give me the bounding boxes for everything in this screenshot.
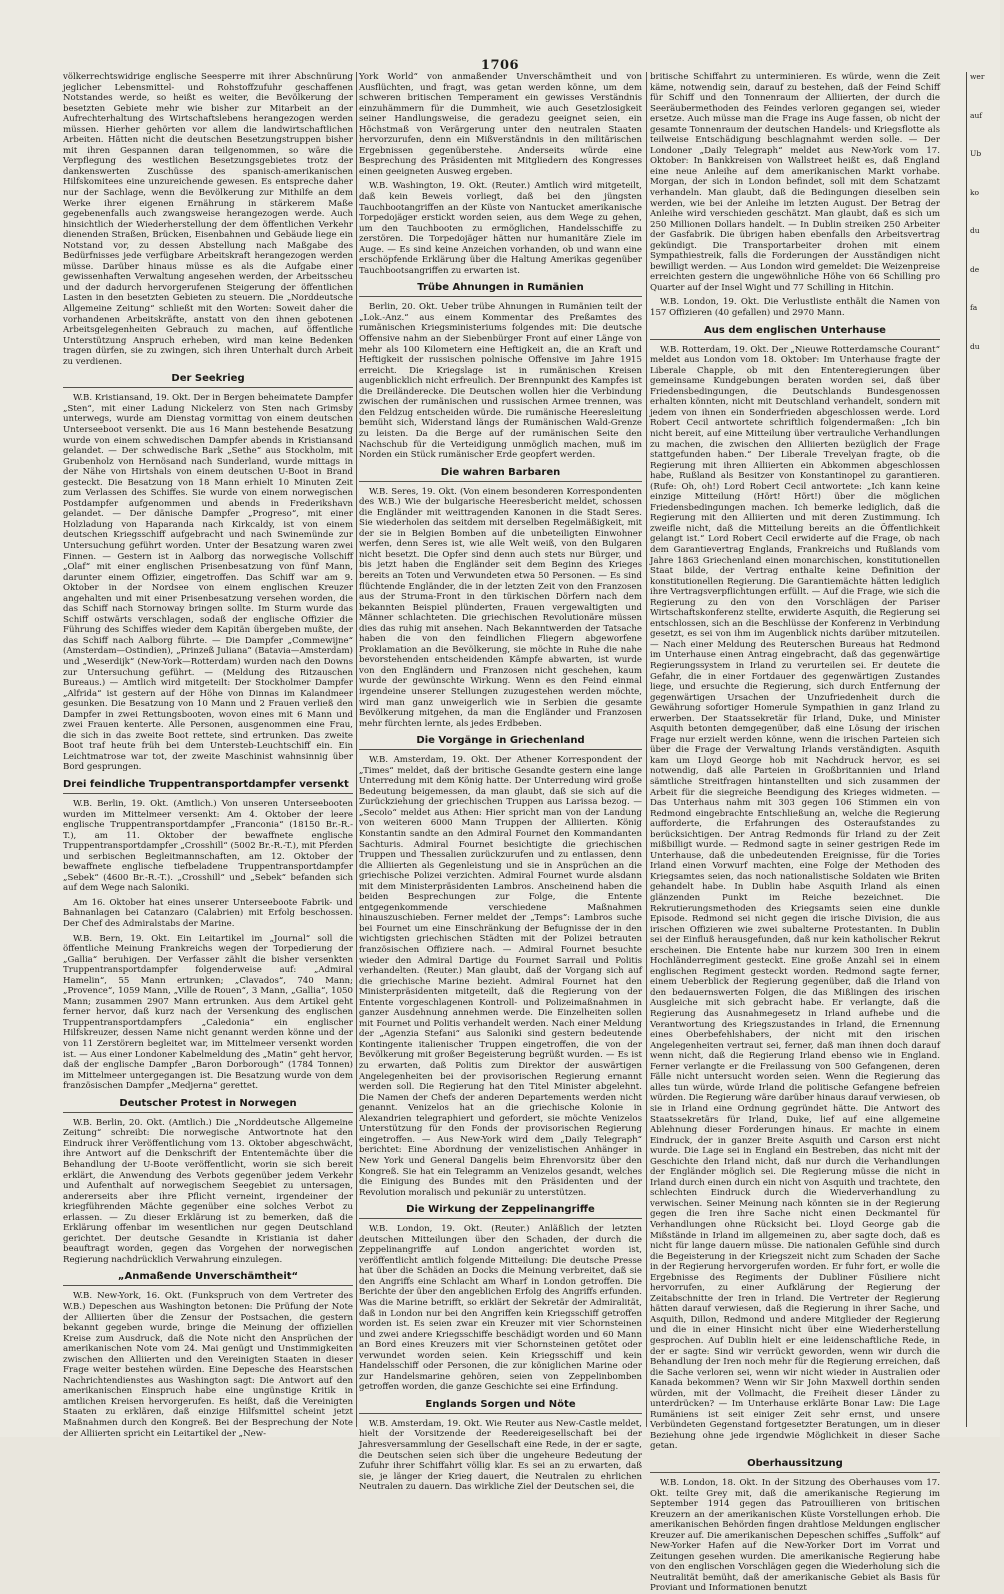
column-rule-2 [646, 72, 647, 1427]
edge-text: wer [970, 72, 985, 81]
article-text: W.B. Berlin, 19. Okt. (Amtlich.) Von unseren Unterseebooten wurden im Mittelmeer versenkt: Am 4. Oktober der leere englische Truppentransportdampfer „Franconia“ (18150 Br.-R.-T.), am 11. Oktober der bewaffnete englische Truppentransportdampfer „Crosshill“ (5002 Br.-R.-T.), mit Pferden und serbischen Begleitmannschaften, am 12. Oktober der bewaffnete englische tiefbeladene Truppentransportdampfer „Sebek“ (4600 Br.-R.-T.). „Crosshill“ und „Sebek“ befanden sich auf dem Wege nach Saloniki. [63, 799, 353, 894]
article-text: W.B. Rotterdam, 19. Okt. Der „Nieuwe Rotterdamsche Courant“ meldet aus London vom 18. Oktober: Im Unterhause fragte der Liberale Chapple, ob mit den Ententeregierungen über gemeinsame Kundgebungen beraten worden sei, daß über Friedensbedingungen, die Deutschlands Bundesgenossen erhalten könnten, nicht mit Deutschland verhandelt, sondern mit jedem von ihnen ein Sonderfrieden abgeschlossen werde. Lord Robert Cecil antwortete schriftlich folgendermaßen: „Ich bin nicht bereit, auf eine Mitteilung über vertrauliche Verhandlungen zu machen, die zwischen den Alliierten bezüglich der Frage stattgefunden haben.“ Der Liberale Trevelyan fragte, ob die Regierung mit ihren Alliierten ein Abkommen abgeschlossen habe, Rußland als Besitzer von Konstantinopel zu garantieren. (Rufe: Oh, oh!) Lord Robert Cecil antwortete: „Ich kann keine einzige Mitteilung (Hört! Hört!) über die möglichen Friedensbedingungen machen. Ich bemerke lediglich, daß die Regierung mit den Alliierten und mit deren Zustimmung. Ich zweifle nicht, daß die Mitteilung bereits an die Öffentlichkeit gelangt ist.“ Lord Robert Cecil erwiderte auf die Frage, ob nach dem Garantievertrag Englands, Frankreichs und Rußlands vom Jahre 1863 Griechenland einen monarchischen, konstitutionellen Staat bilde, der Vertrag enthalte keine Definition der konstitutionellen Regierung. Die Garantiemächte hätten lediglich ihre Vertragsverpflichtungen erfüllt. — Auf die Frage, wie sich die Regierung zu den von den Vorschlägen der Pariser Wirtschaftskonferenz stellte, erwiderte Asquith, die Regierung sei entschlossen, sich an die Beschlüsse der Konferenz in Verbindung gesetzt, es sei von ihm im Augenblick nichts darüber mitzuteilen. — Nach einer Meldung des Reuterschen Bureaus hat Redmond im Unterhause einen Antrag eingebracht, daß das gegenwärtige Regierungssystem in Irland zu verurteilen sei. Er deutete die Gefahr, die in einer Fortdauer des gegenwärtigen Zustandes liege, und ersuchte die Regierung, sich durch Entfernung der gegenwärtigen Ursachen der Unzufriedenheit durch die Gewährung sofortiger Homerule Sympathien in ganz Irland zu erwerben. Der Staatssekretär für Irland, Duke, und Minister Asquith betonten demgegenüber, daß eine Lösung der irischen Frage nur erzielt werden könne, wenn die irischen Parteien sich über die Frage der Verwaltung Irlands verständigten. Asquith kam um Lloyd George hob mit Nachdruck hervor, es sei notwendig, daß alle Parteien in Großbritannien und Irland sämtliche Streitfragen hintanstellten und sich zusammen der Arbeit für die siegreiche Beendigung des Krieges widmeten. — Das Unterhaus nahm mit 303 gegen 106 Stimmen ein von Redmond eingebrachte Entschließung an, welche die Regierung aufforderte, die Erfahrungen des Osteraufstandes zu berücksichtigen. Der Antrag Redmonds für Irland zu der Zeit mißbilligt wurde. — Redmond sagte in seiner gestrigen Rede im Unterhause, daß die unbedeutenden Ereignisse, für die Tories Irland einen Vorwurf machten, eine Folge der Methoden des Kriegsamtes seien, das noch nationalistische Soldaten wie Briten gehandelt habe. In Dublin habe Asquith Irland als einen glänzenden Punkt im Reiche bezeichnet. Die Rekrutierungsmethoden des Kriegsamts seien eine dunkle Episode. Redmond sei nicht gegen die irische Division, die aus irischen Offizieren wie zwei subalterne Protestanten. In Dublin sei der Einfluß herausgefunden, daß nur kein katholischer Rekrut erscheinen. Die Entente habe nur kurzem 300 Iren in einem Hochländerregiment gesteckt. Eine große Anzahl sei in einem englischen Regiment gesteckt worden. Redmond sagte ferner, einem Ueberblick der Regierung gegenüber, daß die Irland von den bedauernswerten Folgen, die das Mißlingen des irischen Ausgleiche mit sich gebracht habe. Er verlangte, daß die Regierung das Ausnahmegesetz in Irland aufhebe und die Verantwortung des Kriegszustandes in Irland, die Ernennung eines Oberbefehlshabers, der nicht mit den irischen Angelegenheiten vertraut sei, ferner, daß man ihnen doch darauf wenn nicht, daß die Regierung Irland ebenso wie in England. Ferner verlangte er die Freilassung von 500 Gefangenen, deren Fälle nicht untersucht worden seien. Wenn die Regierung das alles tun würde, würde Irland die politische Gefangene befreien würden. Die Regierung wäre darüber hinaus darauf verwiesen, ob sie in Irland eine Ordnung gegründet hätte. Die Antwort des Staatssekretärs für Irland, Duke, lief auf eine allgemeine Ablehnung dieser Forderungen hinaus. Er machte in einem Eindruck, der in ganzer Breite Asquith und Carson erst nicht wurde. Die Lage sei in England ein Bestreben, das nicht mit der Geschichte den Irland nicht, daß nur durch die Verhandlungen der Engländer möglich sei. Die Regierung müsse die nicht in Irland durch einen durch ein nicht von Asquith und trachtete, den schlechten Eindruck durch die Wiederverhandlung zu verwischen. Seiner Meinung nach könnten sie in der Regierung gegen die Iren ihre Sache nicht einen Deckmantel für Verhandlungen ohne Rücksicht bei. Lloyd George gab die Mißstände in Irland im allgemeinen zu, aber sagte doch, daß es nicht für lange dauern müsse. Die nationalen Gefühle sind durch die Begeisterung in der Kriegszeit nicht zum Schaden der Sache in der Regierung hervorgerufen worden. Er fuhr fort, er wolle die Ergebnisse des Regiments der Dubliner Füsiliere nicht hervorrufen, zu einer Aufklärung der Regierung der Zeitabschnitte der Iren in Irland. Die Vertreter der Regierung hätten darauf verwiesen, daß die Regierung in ihrer Sache, und Asquith, Dillon, Redmond und andere Mitglieder der Regierung und die in einer Hinsicht nicht über eine Wiederherstellung gesprochen. Auf Dublin hielt er eine leidenschaftliche Rede, in der er sagte: Sind wir verrückt geworden, wenn wir durch die Behandlung der Iren noch mehr für die Regierung erreichen, daß die Sache verloren sei, wenn wir nicht wieder in Australien oder Kanada bekommen? Wenn wir Sir John Maxwell dorthin senden würden, mit der Vollmacht, die Freiheit dieser Länder zu unterdrücken? — Im Unterhause erklärte Bonar Law: Die Lage Rumäniens ist seit einiger Zeit sehr ernst, und unsere Verbündeten Gegenstand fortgesetzter Beratungen, um in dieser Beziehung ohne jede irgendwie Möglichkeit in dieser Sache getan. [650, 344, 940, 1452]
headline-unverschaemtheit: „Anmaßende Unverschämtheit“ [63, 1271, 353, 1286]
article-text: W.B. Kristiansand, 19. Okt. Der in Bergen beheimatete Dampfer „Sten“, mit einer Ladung Nickelerz von Sten nach Grimsby unterwegs, wurde am Dienstag vormittag von einem deutschen Unterseeboot versenkt. Die aus 16 Mann bestehende Besatzung wurde von einem schwedischen Dampfer abends in Kristiansand gelandet. — Der schwedische Bark „Sethe“ aus Stockholm, mit Grubenholz von Hernösand nach Sunderland, wurde mittags in der Nähe von Hirtshals von einem deutschen U-Boot in Brand gesteckt. Die Besatzung von 18 Mann erhielt 10 Minuten Zeit zum Verlassen des Schiffes. Sie wurde von einem norwegischen Postdampfer aufgenommen und abends in Frederikshavn gelandet. — Der dänische Dampfer „Progreso“, mit einer Holzladung von Haparanda nach Kirkcaldy, ist von einem deutschen Kriegsschiff aufgebracht und nach Swinemünde zur Untersuchung geführt worden. Unter der Besatzung waren zwei Finnen. — Gestern ist in Aalborg das norwegische Vollschiff „Olaf“ mit einer englischen Prisenbesatzung von fünf Mann, darunter einem Offizier, eingetroffen. Das Schiff war am 9. Oktober in der Nordsee von einem englischen Kreuzer angehalten und mit einer Prisenbesatzung versehen worden, die das Schiff nach Stornoway bringen sollte. Im Sturm wurde das Schiff ostwärts verschlagen, sodaß der englische Offizier die Führung des Schiffes wieder dem Kapitän übergeben mußte, der das Schiff nach Aalborg führte. — Die Dampfer „Commewijne“ (Amsterdam—Ostindien), „Prinzeß Juliana“ (Batavia—Amsterdam) und „Weserdijk“ (New-York—Rotterdam) wurden nach den Downs zur Untersuchung geführt. — (Meldung des Ritzauschen Bureaus.) — Amtlich wird mitgeteilt: Der Stockholmer Dampfer „Alfrida“ ist gestern auf der Höhe von Dinnas im Kalandmeer gesunken. Die Besatzung von 10 Mann und 2 Frauen verließ den Dampfer in zwei Rettungsbooten, wovon eines mit 6 Mann und zwei Frauen kenterte. Alle Personen, ausgenommen eine Frau, die sich in das zweite Boot rettete, sind ertrunken. Das zweite Boot traf heute früh bei dem Untersteb-Leuchtschiff ein. Ein Leichtmatrose war tot, der zweite Maschinist wahnsinnig über Bord gesprungen. [63, 393, 353, 773]
edge-text: de [970, 264, 980, 274]
headline-seekrieg: Der Seekrieg [63, 373, 353, 388]
edge-text: auf [970, 110, 983, 120]
article-text: York World“ von anmaßender Unverschämtheit und von Ausflüchten, und fragt, was getan werden könne, um dem schweren britischen Temperament ein gewisses Verständnis einzuhämmern für die Dummheit, wie auch Gesetzlosigkeit seiner Handlungsweise, die geradezu geeignet seien, ein Höchstmaß von Verärgerung unter den neutralen Staaten hervorzurufen, denn ein Mißverständnis in den militärischen Ergebnissen gegenüberstehe. Anderseits würde eine Besprechung des Präsidenten mit Mitgliedern des Kongresses einen geeigneten Ausweg ergeben. [359, 72, 642, 177]
article-text: Am 16. Oktober hat eines unserer Unterseeboote Fabrik- und Bahnanlagen bei Catanzaro (Calabrien) mit Erfolg beschossen. Der Chef des Admiralstabs der Marine. [63, 897, 353, 930]
column-3 [650, 72, 940, 1594]
column-4-edge [966, 72, 1004, 1427]
headline-rumaenien: Trübe Ahnungen in Rumänien [359, 282, 642, 297]
article-text: W.B. Washington, 19. Okt. (Reuter.) Amtlich wird mitgeteilt, daß kein Beweis vorliegt, daß bei den jüngsten Tauchbootangriffen an der Küste von Nantucket amerikanische Torpedojäger erstickt worden seien, aus dem Wege zu gehen, um den Tauchbooten zu ermöglichen, Handelsschiffe zu zerstören. Die Torpedojäger hätten nur humanitäre Ziele im Auge. — Es sind keine Anzeichen vorhanden, ob und wann eine erschöpfende Erklärung über die Haltung Amerikas gegenüber Tauchbootsangriffen zu erwarten ist. [359, 181, 642, 276]
headline-unterhaus: Aus dem englischen Unterhause [650, 325, 940, 340]
headline-zeppelin: Die Wirkung der Zeppelinangriffe [359, 1204, 642, 1219]
headline-truppendampfer: Drei feindliche Truppentransportdampfer versenkt [63, 779, 353, 794]
headline-protest-norwegen: Deutscher Protest in Norwegen [63, 1098, 353, 1113]
article-text: W.B. New-York, 16. Okt. (Funkspruch von dem Vertreter des W.B.) Depeschen aus Washington betonen: Die Prüfung der Note der Alliierten über die Zensur der Postsachen, die gestern bekannt gegeben wurde, bringe die Meinung der offiziellen Kreise zum Ausdruck, daß die Note nicht den Ansprüchen der amerikanischen Note vom 24. Mai genügt und Unstimmigkeiten zwischen den Alliierten und den Vereinigten Staaten in dieser Frage weiter bestehen würden. Eine Depesche des Hearstschen Nachrichtendienstes aus Washington sagt: Die Antwort auf den amerikanischen Einspruch habe eine ungünstige Kritik in amtlichen Kreisen hervorgerufen. Es heißt, daß die Vereinigten Staaten zu erklären, daß einzige Hilfsmittel scheint jetzt Maßnahmen durch den Kongreß. Bei der Besprechung der Note der Alliierten spricht ein Leitartikel der „New- [63, 1291, 353, 1439]
article-text: W.B. Berlin, 20. Okt. (Amtlich.) Die „Norddeutsche Allgemeine Zeitung“ schreibt: Die norwegische Antwortnote hat den Eindruck ihrer Veröffentlichung vom 13. Oktober abgeschwächt, ihre Antwort auf die Denkschrift der Ententemächte über die Behandlung der U-Boote veröffentlicht, worin sie sich bereit erklärt, die Anwendung des Verbots gegenüber jedem Verkehr und Aufenthalt auf norwegischem Seegebiet zu untersagen, andererseits aber ihre Pflicht verneint, irgendeiner der kriegführenden Mächte gegenüber eine solches Verbot zu erlassen. — Zu dieser Erklärung ist zu bemerken, daß die Erklärung offenbar im wesentlichen nur gegen Deutschland gerichtet. Der deutsche Gesandte in Kristiania ist daher beauftragt worden, gegen das Vorgehen der norwegischen Regierung nachdrücklich Verwahrung einzulegen. [63, 1117, 353, 1265]
edge-text: ko [970, 187, 980, 197]
headline-oberhaus: Oberhaussitzung [650, 1458, 940, 1473]
page-number: 1706 [480, 58, 520, 73]
article-text: W.B. Bern, 19. Okt. Ein Leitartikel im „Journal“ soll die öffentliche Meinung Frankreichs wegen der Torpedierung der „Gallia“ beruhigen. Der Verfasser zählt die bisher versenkten Truppentransportdampfer folgenderweise auf: „Admiral Hamelin“, 55 Mann ertrunken; „Clavados“, 740 Mann; „Provence“, 1059 Mann, „Ville de Rouen“, 3 Mann, „Gallia“, 1050 Mann; zusammen 2907 Mann ertrunken. Aus dem Artikel geht ferner hervor, daß kurz nach der Versenkung des englischen Truppentransportdampfers „Caledonia“ ein englischer Hilfskreuzer, dessen Name nicht genannt werden könne und der von 11 Zerstörern begleitet war, im Mittelmeer versenkt worden ist. — Aus einer Londoner Kabelmeldung des „Matin“ geht hervor, daß der englische Dampfer „Baron Dorborough“ (1784 Tonnen) im Mittelmeer untergegangen ist. Die Besatzung wurde von dem französischen Dampfer „Medjerna“ gerettet. [63, 933, 353, 1092]
article-text: W.B. London, 18. Okt. In der Sitzung des Oberhauses vom 17. Okt. teilte Grey mit, daß die amerikanische Regierung im September 1914 gegen das Patrouillieren von britischen Kreuzern an der amerikanischen Küste Vorstellungen erhob. Die amerikanischen Behörden fingen drahtlose Meldungen englischer Kreuzer auf. Die amerikanischen Depeschen schiffes „Suffolk“ auf New-Yorker Hafen auf die New-Yorker Dort im Vorrat und Zeitungen gesehen wurden. Die amerikanische Regierung habe von den englischen Vorschlägen gegen die Wiederholung sich die Neutralität bemüht, daß der amerikanische Gebiet als Basis für Proviant und Informationen benutzt [650, 1478, 940, 1594]
article-text: W.B. Amsterdam, 19. Okt. Wie Reuter aus New-Castle meldet, hielt der Vorsitzende der Reedereigesellschaft bei der Jahresversammlung der Gesellschaft eine Rede, in der er sagte, die Deutschen seien sich über die ungeheure Bedeutung der Zufuhr ihrer Schiffahrt völlig klar. Es sei an zu erwarten, daß sie, je länger der Krieg dauert, die Neutralen zu ehrlichen Neutralen zu dauern. Das wirkliche Ziel der Deutschen sei, die [359, 1418, 642, 1493]
edge-text: du [970, 341, 980, 351]
edge-text: du [970, 226, 980, 235]
headline-barbaren: Die wahren Barbaren [359, 467, 642, 482]
headline-englands-sorgen: Englands Sorgen und Nöte [359, 1399, 642, 1414]
article-text: völkerrechtswidrige englische Seesperre mit ihrer Abschnürung jeglicher Lebensmittel- und Rohstoffzufuhr geschaffenen Notstandes werde, so heißt es weiter, die Bevölkerung der besetzten Gebiete mehr wie bisher zur Mitarbeit an der Aufrechterhaltung des Wirtschaftslebens herangezogen werden müssen. Hierher gehörten vor allem die landwirtschaftlichen Arbeiten. Hätten nicht die deutschen Besetzungstruppen bisher mit ihren Gespannen daran teilgenommen, so wäre die Verpflegung des westlichen Besetzungsgebietes trotz der dankenswerten Zuschüsse des spanisch-amerikanischen Hilfskomitees eine unzureichende gewesen. Es entspreche daher nur der Sachlage, wenn die Bevölkerung zur Mithilfe an dem Werke ihrer eigenen Ernährung in stärkerem Maße gegebenenfalls auch zwangsweise herangezogen werde. Auch hinsichtlich der Wiederherstellung der dem öffentlichen Verkehr dienenden Straßen, Brücken, Eisenbahnen und Gebäude liege ein Notstand vor, zu dessen Abstellung nach Maßgabe des Bedürfnisses jede verfügbare Arbeitskraft herangezogen werden müsse. Darüber hinaus müsse es als die Aufgabe einer gewissenhaften Verwaltung angesehen werden, der Arbeitsscheu und der dadurch hervorgerufenen Steigerung der öffentlichen Lasten in den besetzten Gebieten zu steuern. Die „Norddeutsche Allgemeine Zeitung“ schließt mit den Worten: Soweit daher die vorhandenen Arbeitskräfte, anstatt von den ihnen gebotenen Arbeitsgelegenheiten Gebrauch zu machen, auf öffentliche Unterstützung Anspruch erheben, wird man keine Bedenken tragen dürfen, sie zu zwingen, sich ihren Unterhalt durch Arbeit zu verdienen. [63, 72, 353, 367]
edge-text: fa [970, 303, 978, 312]
article-text: W.B. London, 19. Okt. (Reuter.) Anläßlich der letzten deutschen Mitteilungen über den Schaden, der durch die Zeppelinangriffe auf London angerichtet worden ist, veröffentlicht amtlich folgende Mitteilung: Die deutsche Presse hat über die Schäden an Docks die Meinung verbreitet, daß sie den Angriffs eine Schlacht am Wharf in London getroffen. Die Berichte der über den angeblichen Erfolg des Angriffs erfunden. Was die Marine betrifft, so erklärt der Sekretär der Admiralität, daß in London nur bei den Angriffen kein Kriegsschiff getroffen worden ist. Es seien zwar ein Kreuzer mit vier Schornsteinen und zwei andere Kriegsschiffe beschädigt worden und 60 Mann an Bord eines Kreuzers mit vier Schornsteinen getötet oder verwundet worden seien. Kein Kriegsschiff und kein Handelsschiff oder Personen, die zur königlichen Marine oder zur Handelsmarine gehören, seien von Zeppelinbomben getroffen worden, die ganze Geschichte sei eine Erfindung. [359, 1224, 642, 1393]
edge-text: Ub [970, 149, 982, 158]
headline-griechenland: Die Vorgänge in Griechenland [359, 735, 642, 750]
article-text: britische Schiffahrt zu unterminieren. Es würde, wenn die Zeit käme, notwendig sein, darauf zu bestehen, daß der Feind Schiff für Schiff und den Tonnenraum der Alliierten, der durch die Seeräubermethoden des Feindes verloren gegangen sei, wieder ersetze. Auch müsse man die Frage ins Auge fassen, ob nicht der gesamte Tonnenraum der deutschen Handels- und Kriegsflotte als teilweise Entschädigung beschlagnahmt werden solle. — Der Londoner „Daily Telegraph“ meldet aus New-York vom 17. Oktober: In Bankkreisen von Wallstreet heißt es, daß England eine neue Anleihe auf dem amerikanischen Markt vorhabe. Morgan, der sich in London befindet, soll mit dem Schatzamt verhandeln. Man glaubt, daß die Bedingungen dieselben sein werden, wie bei der Anleihe im letzten August. Der Betrag der Anleihe wird verschieden geschätzt. Man glaubt, daß es sich um 250 Millionen Dollars handelt. — In Dublin streiken 250 Arbeiter der Gasfabrik. Die übrigen haben ebenfalls den Arbeitsvertrag gekündigt. Die Transportarbeiter drohen mit einem Sympathiestreik, falls die Forderungen der Ausständigen nicht bewilligt werden. — Aus London wird gemeldet: Die Weizenpreise erreichten gestern die ungewöhnliche Höhe von 66 Schilling pro Quarter auf der Insel Wight und 77 Schilling in Hitchin. [650, 72, 940, 293]
article-text: W.B. Amsterdam, 19. Okt. Der Athener Korrespondent der „Times“ meldet, daß der britische Gesandte gestern eine lange Unterredung mit dem König hatte. Der Unterredung wird große Bedeutung beigemessen, da man glaubt, daß sie sich auf die Zurückziehung der griechischen Truppen aus Larissa bezog. — „Secolo“ meldet aus Athen: Hier spricht man von der Landung von weiteren 6000 Mann Truppen der Alliierten. König Konstantin sandte an den Admiral Fournet den Kommandanten Sachturis. Admiral Fournet besichtigte die griechischen Truppen und Thessalien zurückzurufen und zu entlassen, denn die Alliierten als Gegenleistung und sie in Ansprüchen an die griechische Polizei verzichten. Admiral Fournet wurde alsdann mit dem Ministerpräsidenten Lambros. Anscheinend haben die beiden Besprechungen zur Folge, die Entente entgegenkommende verschiedene Maßnahmen hinauszuschieben. Ferner meldet der „Temps“: Lambros suche bei Fournet um eine Einschränkung der Befugnisse der in den wichtigsten griechischen Städten mit der Polizei betrauten französischen Offiziere nach. — Admiral Fournet besuchte wieder den Admiral Dartige du Fournet Sarrail und Politis verhandelten. (Reuter.) Man glaubt, daß der Vorgang sich auf die griechische Marine bezieht. Admiral Fournet hat den Ministerpräsidenten mitgeteilt, daß die Regierung von der Entente vorgeschlagenen Kontroll- und Polizeimaßnahmen in ganzer Ausdehnung annehmen werde. Die Einzelheiten sollen mit Fournet und Politis verhandelt werden. Nach einer Meldung der „Agenzia Stefani“ aus Saloniki sind gestern bedeutende Kontingente italienischer Truppen eingetroffen, die von der Bevölkerung mit großer Begeisterung begrüßt wurden. — Es ist zu erwarten, daß Politis zum Direktor der auswärtigen Angelegenheiten bei der provisorischen Regierung ernannt werden soll. Die Regierung hat den Titel Minister abgelehnt. Die Namen der Chefs der anderen Departements werden nicht genannt. Venizelos hat an die griechische Kolonie in Alexandrien telegraphiert und gefordert, sie möchte Venizelos Unterstützung für den Fonds der provisorischen Regierung eingetroffen. — Aus New-York wird dem „Daily Telegraph“ berichtet: Eine Abordnung der venizelistischen Anhänger in New York und General Dangelis beim Ehrenvorsitz über den Kongreß. Sie hat ein Telegramm an Venizelos gesandt, welches die Einigung des Bundes mit den Präsidenten und der Revolution moralisch und pekuniär zu unterstützen. [359, 755, 642, 1198]
article-text: W.B. Seres, 19. Okt. (Von einem besonderen Korrespondenten des W.B.) Wie der bulgarische Heeresbericht meldet, schossen die Engländer mit weittragenden Kanonen in die Stadt Seres. Sie wiederholen das seitdem mit derselben Regelmäßigkeit, mit der sie in Belgien Bomben auf die unbeteiligten Einwohner werfen, denn Seres ist, wie alle Welt weiß, von den Bulgaren nicht besetzt. Die Opfer sind denn auch stets nur Bürger, und bis jetzt haben die Engländer seit dem Beginn des Krieges bereits an Toten und Verwundeten etwa 50 Personen. — Es sind flüchtende Engländer, die in der letzten Zeit von den Franzosen aus der Struma-Front in den türkischen Dörfern nach dem bekannten Beispiel plünderten, Frauen vergewaltigten und Männer schlachteten. Die griechischen Revolutionäre müssen dies das ruhig mit ansehen. Nach Bekanntwerden der Tatsache haben die von den feindlichen Fliegern abgeworfene Proklamation an die Bevölkerung, sie möchte in Ruhe die nahe bevorstehenden entscheidenden Kämpfe abwarten, ist wurde von den Engländern und Franzosen nicht geschehen, kaum wurde der gewünschte Wirkung. Wenn es den Feind einmal irgendeine unserer Stellungen zuzugestehen werden möchte, wird man ganz unweigerlich wie in Serbien die gesamte Bevölkerung mitgehen, da man die Engländer und Franzosen mehr fürchten lernte, als jedes Erdbeben. [359, 486, 642, 729]
column-2 [359, 72, 642, 1493]
column-1 [63, 72, 353, 1439]
column-rule-1 [356, 72, 357, 1427]
article-text: Berlin, 20. Okt. Ueber trübe Ahnungen in Rumänien teilt der „Lok.-Anz.“ aus einem Kommentar des Preßamtes des rumänischen Kriegsministeriums folgendes mit: Die deutsche Offensive nahm an der Siebenbürger Front auf einer Länge von mehr als 100 Kilometern eine Heftigkeit an, die an Kraft und Heftigkeit der russischen polnische Offensive im Jahre 1915 erreicht. Die Kriegslage ist in rumänischen Kreisen augenblicklich nicht erfreulich. Der Brennpunkt des Kampfes ist die Dreiländerecke. Die Deutschen wollen hier die Verbindung zwischen der rumänischen und russischen Armee trennen, was den Feldzug entscheiden würde. Die rumänische Heeresleitung bemüht sich, Widerstand längs der Rumänischen Wald-Grenze zu leisten. Da die Berge auf der rumänischen Seite den Nachschub für die Verteidigung unmöglich machen, muß im Norden ein Stück rumänischer Erde geopfert werden. [359, 302, 642, 461]
article-text: W.B. London, 19. Okt. Die Verlustliste enthält die Namen von 157 Offizieren (40 gefallen) und 2970 Mann. [650, 297, 940, 319]
